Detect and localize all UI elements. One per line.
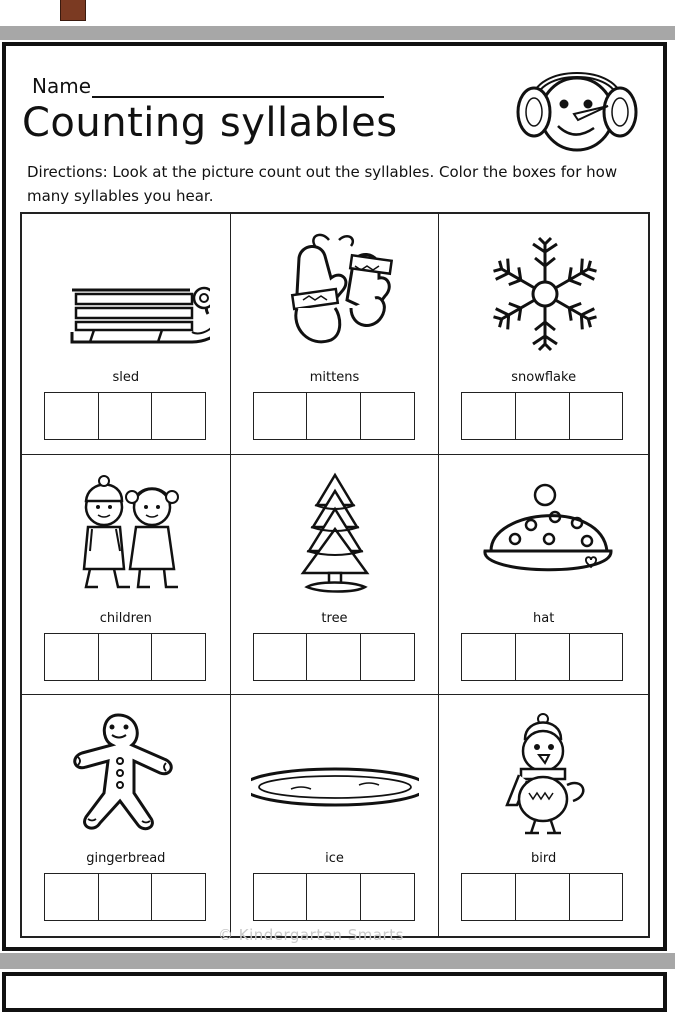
snowman-earmuffs-icon: [512, 58, 642, 154]
syllable-box[interactable]: [361, 874, 414, 920]
syllable-grid: [20, 212, 650, 938]
syllable-box[interactable]: [516, 393, 570, 439]
syllable-box[interactable]: [152, 393, 205, 439]
item-card: [22, 214, 231, 455]
mittens-icon: [251, 228, 419, 358]
syllable-boxes: [253, 392, 415, 440]
gingerbread-icon: [42, 709, 210, 839]
syllable-box[interactable]: [361, 393, 414, 439]
syllable-box[interactable]: [462, 874, 516, 920]
word-label: tree: [321, 610, 348, 626]
name-field[interactable]: [92, 96, 384, 98]
syllable-box[interactable]: [307, 874, 361, 920]
top-band: [0, 0, 675, 26]
item-card: [439, 214, 648, 455]
item-card: [439, 695, 648, 936]
syllable-box[interactable]: [45, 634, 99, 680]
syllable-box[interactable]: [570, 874, 623, 920]
word-label: gingerbread: [86, 851, 166, 867]
children-icon: [42, 469, 210, 599]
syllable-box[interactable]: [462, 393, 516, 439]
syllable-boxes: [461, 392, 623, 440]
word-label: children: [99, 610, 152, 626]
page-gap-bottom: [0, 953, 675, 969]
bird-icon: [459, 709, 627, 839]
syllable-box[interactable]: [45, 874, 99, 920]
syllable-boxes: [461, 873, 623, 921]
syllable-box[interactable]: [307, 634, 361, 680]
tree-icon: [251, 469, 419, 599]
syllable-box[interactable]: [516, 634, 570, 680]
item-card: [231, 214, 440, 455]
word-label: hat: [533, 610, 555, 626]
syllable-box[interactable]: [99, 634, 153, 680]
item-card: [22, 455, 231, 696]
syllable-box[interactable]: [99, 874, 153, 920]
page-gap-top: [0, 26, 675, 40]
syllable-boxes: [253, 873, 415, 921]
item-card: [439, 455, 648, 696]
syllable-box[interactable]: [99, 393, 153, 439]
syllable-boxes: [253, 633, 415, 681]
word-label: snowflake: [511, 370, 577, 385]
syllable-box[interactable]: [254, 393, 308, 439]
snowflake-icon: [459, 228, 627, 358]
syllable-boxes: [44, 633, 206, 681]
syllable-box[interactable]: [254, 874, 308, 920]
hat-icon: [459, 469, 627, 599]
item-card: [231, 695, 440, 936]
syllable-box[interactable]: [152, 874, 205, 920]
syllable-boxes: [461, 633, 623, 681]
name-label: Name: [32, 74, 92, 98]
sled-icon: [42, 228, 210, 358]
syllable-box[interactable]: [152, 634, 205, 680]
item-card: [231, 455, 440, 696]
watermark: © Kindergarten Smarts: [218, 926, 404, 944]
syllable-box[interactable]: [254, 634, 308, 680]
word-label: sled: [112, 370, 140, 385]
syllable-boxes: [44, 392, 206, 440]
syllable-box[interactable]: [361, 634, 414, 680]
syllable-box[interactable]: [516, 874, 570, 920]
binder-tab: [60, 0, 86, 21]
worksheet-title: Counting syllables: [22, 100, 398, 146]
directions-text: Directions: Look at the picture count out the syllables. Color the boxes for how many syllables you hear.: [27, 163, 618, 205]
syllable-box[interactable]: [45, 393, 99, 439]
syllable-box[interactable]: [307, 393, 361, 439]
syllable-box[interactable]: [570, 393, 623, 439]
word-label: ice: [325, 851, 344, 867]
item-card: [22, 695, 231, 936]
syllable-box[interactable]: [570, 634, 623, 680]
next-page-edge: [2, 972, 667, 1012]
word-label: mittens: [309, 370, 360, 385]
ice-icon: [251, 709, 419, 839]
word-label: bird: [531, 851, 557, 867]
syllable-boxes: [44, 873, 206, 921]
syllable-box[interactable]: [462, 634, 516, 680]
